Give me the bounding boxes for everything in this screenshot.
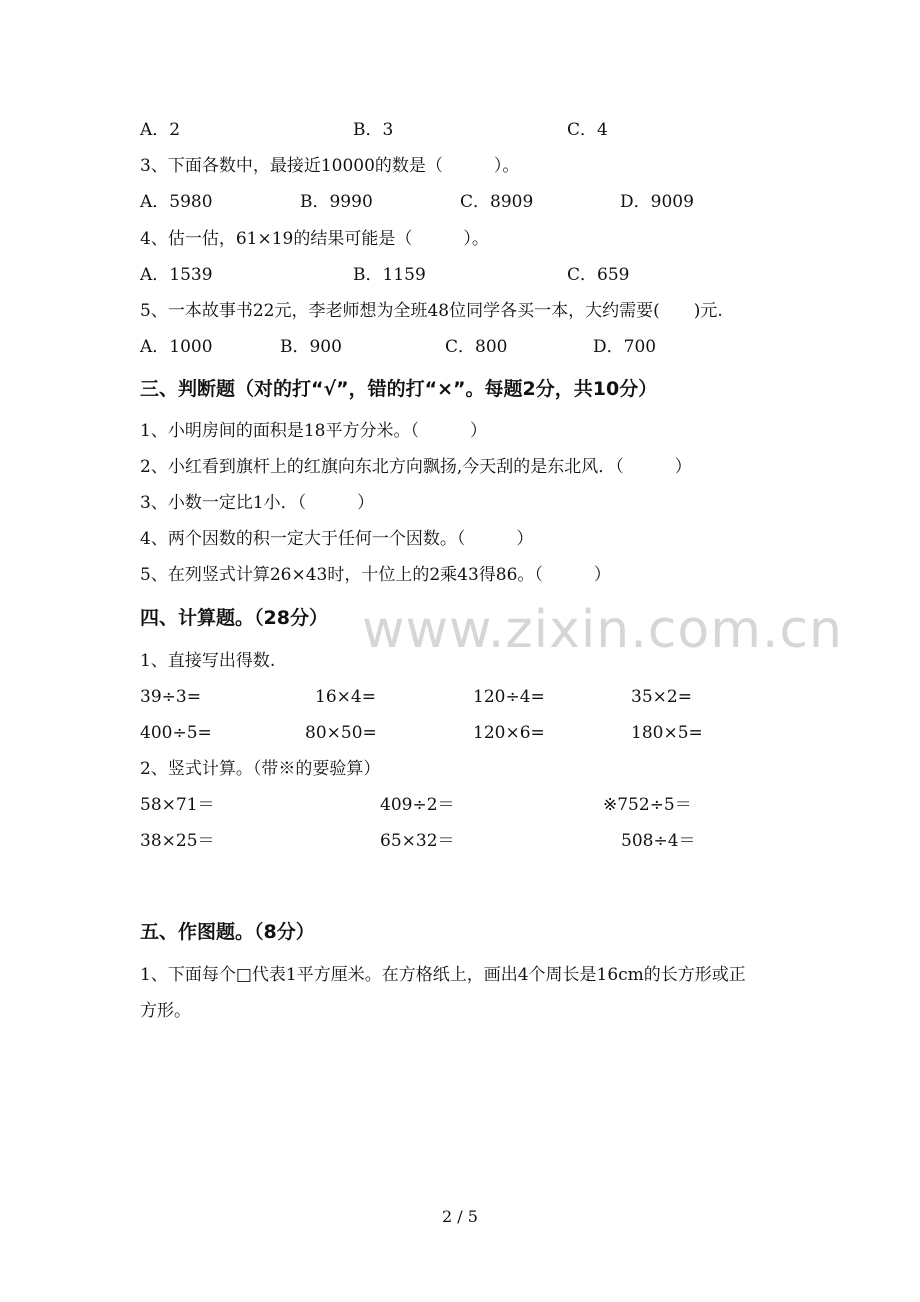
calc-r2-1: 400÷5= [140, 723, 212, 743]
q4-option-b: B．1159 [353, 265, 426, 285]
section3-heading: 三、判断题（对的打“√”，错的打“×”。每题2分，共10分） [140, 378, 658, 400]
calc-r1-2: 16×4= [315, 687, 376, 707]
q3-option-c: C．8909 [460, 192, 534, 212]
q4-option-a: A．1539 [140, 265, 213, 285]
q5-text: 5、一本故事书22元，李老师想为全班48位同学各买一本，大约需要( )元. [140, 301, 723, 321]
judge-item-5: 5、在列竖式计算26×43时，十位上的2乘43得86。（ ） [140, 565, 611, 585]
calc-r3-2: 409÷2＝ [380, 795, 455, 815]
q2-option-b: B．3 [353, 120, 394, 140]
watermark: www.zixin.com.cn [362, 600, 843, 660]
q5-option-d: D．700 [593, 337, 657, 357]
q5-option-b: B．900 [280, 337, 342, 357]
calc-r1-1: 39÷3= [140, 687, 201, 707]
q2-option-a: A．2 [140, 120, 181, 140]
judge-item-2: 2、小红看到旗杆上的红旗向东北方向飘扬,今天刮的是东北风．（ ） [140, 457, 692, 477]
calc-sub1: 1、直接写出得数. [140, 651, 276, 671]
q3-option-a: A．5980 [140, 192, 213, 212]
calc-r2-4: 180×5= [631, 723, 703, 743]
section5-heading: 五、作图题。（8分） [140, 921, 315, 943]
calc-r1-4: 35×2= [631, 687, 692, 707]
draw-q1-line1: 1、下面每个□代表1平方厘米。在方格纸上，画出4个周长是16cm的长方形或正 [140, 965, 746, 985]
q5-option-a: A．1000 [140, 337, 213, 357]
calc-r2-3: 120×6= [473, 723, 545, 743]
calc-r3-3: ※752÷5＝ [603, 795, 692, 815]
q3-text: 3、下面各数中，最接近10000的数是（ ）。 [140, 156, 520, 176]
q5-option-c: C．800 [445, 337, 508, 357]
q4-option-c: C．659 [567, 265, 630, 285]
judge-item-3: 3、小数一定比1小．（ ） [140, 493, 375, 513]
q3-option-d: D．9009 [620, 192, 694, 212]
calc-sub2: 2、竖式计算。（带※的要验算） [140, 759, 381, 779]
calc-r3-1: 58×71＝ [140, 795, 215, 815]
calc-r4-2: 65×32＝ [380, 831, 455, 851]
section4-heading: 四、计算题。（28分） [140, 607, 328, 629]
calc-r1-3: 120÷4= [473, 687, 545, 707]
page-number: 2 / 5 [442, 1207, 478, 1226]
calc-r4-3: 508÷4＝ [621, 831, 696, 851]
calc-r4-1: 38×25＝ [140, 831, 215, 851]
draw-q1-line2: 方形。 [140, 1001, 191, 1021]
calc-r2-2: 80×50= [305, 723, 377, 743]
judge-item-1: 1、小明房间的面积是18平方分米。（ ） [140, 421, 487, 441]
judge-item-4: 4、两个因数的积一定大于任何一个因数。（ ） [140, 529, 534, 549]
q3-option-b: B．9990 [300, 192, 373, 212]
q2-option-c: C．4 [567, 120, 608, 140]
q4-text: 4、估一估，61×19的结果可能是（ ）。 [140, 229, 489, 249]
